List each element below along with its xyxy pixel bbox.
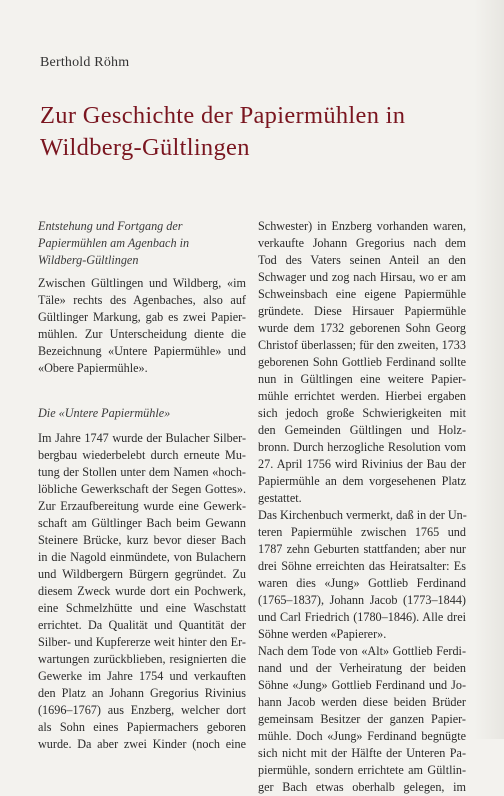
text-line: Schwager und zog nach Hirsau, wo er am [258,270,466,284]
text-line: gründete. Diese Hirsauer Papiermühle [258,304,466,318]
text-line: eine Schmelzhütte und eine Waschstatt [38,601,246,615]
text-line: nun in Gültlingen eine weitere Papier- [258,372,466,386]
paragraph [258,218,466,796]
text-line: verkaufte Johann Gregorius nach dem [258,236,466,250]
section-heading-line: Papiermühlen am Agenbach in [38,236,190,250]
left-column [38,218,246,753]
text-line: Täle» rechts des Agenbaches, also auf [38,293,246,307]
text-line: Christof überlassen; für den zweiten, 1733 [258,338,466,352]
text-line: (1696–1767) aus Enzberg, welcher dort [38,703,246,717]
text-line: Gewerke im Jahre 1754 und verkauften [38,669,246,683]
text-line: und Carl Friedrich (1780–1846). Alle drei [258,610,466,624]
text-line: als Sohn eines Papiermachers geboren [38,720,246,734]
text-line: Gültlinger Markung, gab es zwei Papier- [38,310,246,324]
text-line: hann Jacob werden diese beiden Brüder [258,695,466,709]
text-line: ger Bach etwas oberhalb gelegen, im [258,780,466,794]
text-line: wartungen zurückblieben, resignierten die [38,652,246,666]
text-line: Söhne «Jung» Gottlieb Ferdinand und Jo- [258,678,466,692]
article-title [40,100,480,164]
text-line: und Wildbergern Bürgern gegründet. Zu [38,567,246,581]
text-line: piermühle, sondern errichtete am Gültlin- [258,763,466,777]
text-line: «Obere Papiermühle». [38,361,148,375]
text-line: Steinere Brücke, kurz bevor dieser Bach [38,533,246,547]
section-heading: Die «Untere Papiermühle» [38,406,171,420]
text-line: Im Jahre 1747 wurde der Bulacher Silber- [38,431,246,445]
text-line: bronn. Durch herzogliche Resolution vom [258,440,466,454]
text-line: teren Papiermühle zwischen 1765 und [258,525,466,539]
text-line: löbliche Gewerkschaft der Segen Gottes». [38,482,246,496]
text-line: diesem Zweck wurde dort ein Pochwerk, [38,584,246,598]
text-line: wurde. Da aber zwei Kinder (noch eine [38,737,246,751]
text-line: 1787 zehn Geburten stattfanden; aber nur [258,542,466,556]
paragraph [38,430,246,753]
text-line: mühlen. Zur Unterscheidung diente die [38,327,246,341]
text-line: Nach dem Tode von «Alt» Gottlieb Ferdi- [258,644,466,658]
text-line: gemeinsam Besitzer der ganzen Papier- [258,712,466,726]
page-edge-shade [474,0,504,739]
text-line: nand und der Verheiratung der beiden [258,661,466,675]
text-line: 27. April 1756 wird Rivinius der Bau der [258,457,466,471]
text-line: gestattet. [258,491,302,505]
text-line: schaft am Gültlinger Bach beim Gewann [38,516,246,530]
text-line: Schwester) in Enzberg vorhanden waren, [258,219,466,233]
text-line: mühle. Doch «Jung» Ferdinand begnügte [258,729,466,743]
text-line: bergbau wiederbelebt durch erneute Mu- [38,448,246,462]
text-line: Söhne werden «Papierer». [258,627,387,641]
text-line: Papiermühle an dem vorgesehenen Platz [258,474,466,488]
text-line: in die Nagold einmündete, von Bulachern [38,550,246,564]
text-line: Schweinsbach eine eigene Papiermühle [258,287,466,301]
text-line: sich jedoch große Schwierigkeiten mit [258,406,466,420]
text-line: geborenen Sohn Gottlieb Ferdinand sollte [258,355,466,369]
paragraph [38,275,246,377]
section-heading-line: Wildberg-Gültlingen [38,253,139,267]
section-heading-line: Entstehung und Fortgang der [38,219,183,233]
text-line: tung der Stollen unter dem Namen «hoch- [38,465,246,479]
text-line: wurde dem 1732 geborenen Sohn Georg [258,321,466,335]
right-column [258,218,466,796]
text-line: Silber- und Kupfererze weit hinter den Er- [38,635,246,649]
text-line: Bezeichnung «Untere Papiermühle» und [38,344,246,358]
text-line: Das Kirchenbuch vermerkt, daß in der Un- [258,508,467,522]
text-line: mühle errichtet werden. Hierbei ergaben [258,389,466,403]
text-line: (1765–1837), Johann Jacob (1773–1844) [258,593,466,607]
text-line: Zur Erzaufbereitung wurde eine Gewerk- [38,499,246,513]
text-line: drei Söhne erreichten das Heiratsalter: Es [258,559,466,573]
title-line: Wildberg-Gültlingen [40,134,250,161]
text-line: errichtet. Da Qualität und Quantität der [38,618,246,632]
text-line: den Platz an Johann Gregorius Rivinius [38,686,246,700]
text-line: Zwischen Gültlingen und Wildberg, «im [38,276,246,290]
text-line: den Gemeinden Gültlingen und Holz- [258,423,466,437]
title-line: Zur Geschichte der Papiermühlen in [40,102,406,129]
author-name: Berthold Röhm [40,55,130,70]
text-line: sich nicht mit der Hälfte der Unteren Pa- [258,746,466,760]
text-line: waren dies «Jung» Gottlieb Ferdinand [258,576,466,590]
text-line: Tod des Vaters seinen Anteil an den [258,253,466,267]
